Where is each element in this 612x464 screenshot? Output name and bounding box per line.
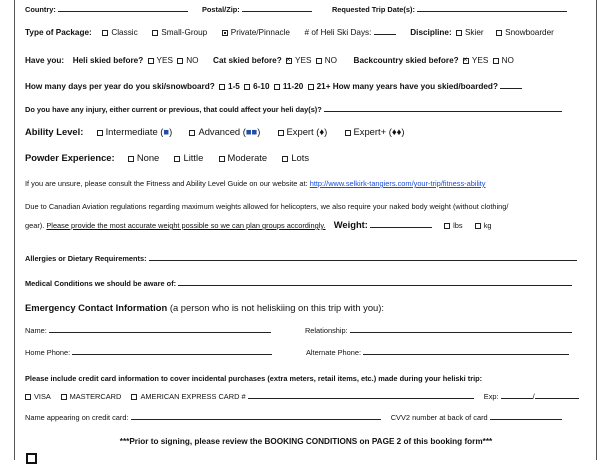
alt-phone-label: Alternate Phone:	[305, 348, 362, 357]
visa-checkbox[interactable]	[25, 394, 31, 400]
advanced-checkbox[interactable]	[189, 130, 195, 136]
expert-close: )	[324, 126, 328, 137]
mastercard-label: MASTERCARD	[69, 392, 122, 401]
relationship-field[interactable]	[350, 324, 572, 333]
row-weight	[25, 219, 492, 231]
private-pinnacle-label: Private/Pinnacle	[230, 28, 290, 37]
row-fitness-guide	[25, 178, 486, 189]
expert-plus-checkbox[interactable]	[345, 130, 351, 136]
row-medical	[25, 277, 572, 289]
amex-checkbox[interactable]	[131, 394, 137, 400]
cat-no-checkbox[interactable]	[316, 58, 322, 64]
left-page-border	[14, 0, 15, 460]
intermediate-close: )	[169, 126, 173, 137]
ski-days-field[interactable]	[374, 26, 396, 35]
double-black-diamond-icon: ♦♦	[391, 126, 402, 137]
accurate-weight-text: Please provide the most accurate weight possible so we can plan groups accordingly.	[46, 221, 326, 230]
signature-checkbox[interactable]	[26, 453, 37, 464]
row-country	[25, 3, 567, 15]
medical-field[interactable]	[178, 277, 572, 286]
days-11-20-label: 11-20	[282, 82, 304, 91]
exp-slash: /	[532, 392, 535, 401]
ability-label: Ability Level:	[25, 126, 84, 137]
days-6-10-label: 6-10	[253, 82, 270, 91]
years-field[interactable]	[500, 80, 522, 89]
weight-field[interactable]	[370, 219, 432, 228]
cat-question: Cat skied before?	[213, 56, 282, 65]
credit-card-note: Please include credit card information to cover incidental purchases (extra meters, retail items, etc.) made during your heliski trip:	[25, 374, 483, 383]
amex-label: AMERICAN EXPRESS CARD #	[140, 392, 246, 401]
heli-yes-label: YES	[156, 56, 173, 65]
kg-checkbox[interactable]	[475, 223, 481, 229]
row-emergency-heading	[25, 302, 384, 313]
small-group-label: Small-Group	[161, 28, 208, 37]
powder-little-checkbox[interactable]	[174, 156, 180, 162]
package-label: Type of Package:	[25, 28, 92, 37]
days-question: How many days per year do you ski/snowboard?	[25, 82, 215, 91]
card-name-label: Name appearing on credit card:	[25, 413, 129, 422]
row-credit-card-note	[25, 373, 482, 384]
right-page-border	[596, 0, 597, 460]
ski-days-label: # of Heli Ski Days:	[304, 28, 372, 37]
row-contact-phones	[25, 346, 569, 358]
alt-phone-field[interactable]	[363, 346, 569, 355]
heli-question: Heli skied before?	[72, 56, 144, 65]
days-21-plus-checkbox[interactable]	[308, 84, 314, 90]
row-card-name	[25, 411, 562, 423]
emergency-title: Emergency Contact Information	[25, 302, 168, 313]
heli-yes-checkbox[interactable]	[148, 58, 154, 64]
fitness-guide-text: If you are unsure, please consult the Fitness and Ability Level Guide on our website at:	[25, 179, 308, 188]
postal-field[interactable]	[242, 3, 312, 12]
row-ability	[25, 126, 405, 137]
trip-dates-label: Requested Trip Date(s):	[331, 5, 415, 14]
years-question: How many years have you skied/boarded?	[332, 82, 498, 91]
row-booking-notice	[0, 436, 612, 447]
powder-label: Powder Experience:	[25, 152, 115, 163]
intermediate-checkbox[interactable]	[97, 130, 103, 136]
private-pinnacle-checkbox[interactable]	[222, 30, 228, 36]
medical-label: Medical Conditions we should be aware of:	[25, 279, 177, 288]
powder-none-label: None	[136, 152, 160, 163]
snowboarder-label: Snowboarder	[505, 28, 554, 37]
discipline-label: Discipline:	[410, 28, 452, 37]
days-21-plus-label: 21+	[316, 82, 331, 91]
exp-label: Exp:	[483, 392, 499, 401]
relationship-label: Relationship:	[304, 326, 348, 335]
weight-label: Weight:	[333, 219, 368, 230]
fitness-guide-link[interactable]: http://www.selkirk-tangiers.com/your-trip/fitness-ability	[309, 179, 486, 188]
postal-label: Postal/Zip:	[201, 5, 240, 14]
home-phone-field[interactable]	[72, 346, 272, 355]
days-6-10-checkbox[interactable]	[244, 84, 250, 90]
expert-checkbox[interactable]	[278, 130, 284, 136]
row-allergies	[25, 252, 577, 264]
injury-field[interactable]	[324, 103, 562, 112]
skier-label: Skier	[464, 28, 484, 37]
double-blue-square-icon: ■■	[245, 126, 258, 137]
card-name-field[interactable]	[131, 411, 381, 420]
powder-lots-checkbox[interactable]	[282, 156, 288, 162]
blue-square-icon: ■	[163, 126, 170, 137]
powder-lots-label: Lots	[291, 152, 310, 163]
aviation-text: Due to Canadian Aviation regulations regarding maximum weights allowed for helicopters, we also require your naked body weight (without clothing/	[25, 202, 509, 211]
snowboarder-checkbox[interactable]	[496, 30, 502, 36]
exp-year-field[interactable]	[532, 390, 579, 401]
allergies-label: Allergies or Dietary Requirements:	[25, 254, 147, 263]
kg-label: kg	[483, 221, 492, 230]
cvv-label: CVV2 number at back of card	[390, 413, 488, 422]
row-powder	[25, 152, 309, 163]
lbs-label: lbs	[453, 221, 463, 230]
days-11-20-checkbox[interactable]	[274, 84, 280, 90]
lbs-checkbox[interactable]	[444, 223, 450, 229]
powder-little-label: Little	[183, 152, 204, 163]
days-1-5-label: 1-5	[228, 82, 240, 91]
row-card-type	[25, 390, 579, 402]
skier-checkbox[interactable]	[456, 30, 462, 36]
cat-yes-label: YES	[295, 56, 312, 65]
card-number-field[interactable]	[248, 390, 474, 399]
powder-none-checkbox[interactable]	[128, 156, 134, 162]
expert-plus-label: Expert+ (	[353, 126, 392, 137]
trip-dates-field[interactable]	[417, 3, 567, 12]
powder-moderate-checkbox[interactable]	[219, 156, 225, 162]
row-aviation	[25, 201, 508, 212]
backcountry-yes-label: YES	[471, 56, 489, 65]
advanced-label: Advanced (	[198, 126, 246, 137]
cat-no-label: NO	[324, 56, 337, 65]
exp-month-field[interactable]	[501, 390, 533, 399]
row-package	[25, 26, 554, 38]
days-1-5-checkbox[interactable]	[219, 84, 225, 90]
home-phone-label: Home Phone:	[25, 348, 71, 357]
expert-plus-close: )	[401, 126, 405, 137]
emergency-subtitle: (a person who is not heliskiing on this trip with you):	[169, 302, 384, 313]
cvv-field[interactable]	[490, 411, 562, 420]
classic-checkbox[interactable]	[102, 30, 108, 36]
visa-label: VISA	[34, 392, 51, 401]
powder-moderate-label: Moderate	[227, 152, 268, 163]
black-diamond-icon: ♦	[319, 126, 325, 137]
country-field[interactable]	[58, 3, 188, 12]
classic-label: Classic	[111, 28, 138, 37]
advanced-close: )	[257, 126, 261, 137]
expert-label: Expert (	[286, 126, 320, 137]
contact-name-label: Name:	[25, 326, 47, 335]
row-frequency	[25, 80, 522, 92]
backcountry-no-checkbox[interactable]	[493, 58, 499, 64]
heli-no-label: NO	[186, 56, 199, 65]
cat-yes-checkbox[interactable]	[286, 58, 292, 64]
backcountry-no-label: NO	[501, 56, 514, 65]
have-you-label: Have you:	[25, 56, 65, 65]
backcountry-question: Backcountry skied before?	[353, 56, 459, 65]
allergies-field[interactable]	[149, 252, 577, 261]
row-injury	[25, 103, 562, 115]
booking-conditions-notice: ***Prior to signing, please review the BOOKING CONDITIONS on PAGE 2 of this booking form***	[119, 437, 493, 446]
small-group-checkbox[interactable]	[152, 30, 158, 36]
heli-no-checkbox[interactable]	[177, 58, 183, 64]
gear-text: gear).	[25, 221, 45, 230]
intermediate-label: Intermediate (	[105, 126, 164, 137]
mastercard-checkbox[interactable]	[61, 394, 67, 400]
country-label: Country:	[25, 5, 56, 14]
row-contact-name	[25, 324, 572, 336]
contact-name-field[interactable]	[49, 324, 271, 333]
injury-question: Do you have any injury, either current or previous, that could affect your heli day(s)?	[25, 105, 322, 114]
backcountry-yes-checkbox[interactable]	[463, 58, 469, 64]
row-experience	[25, 55, 514, 66]
